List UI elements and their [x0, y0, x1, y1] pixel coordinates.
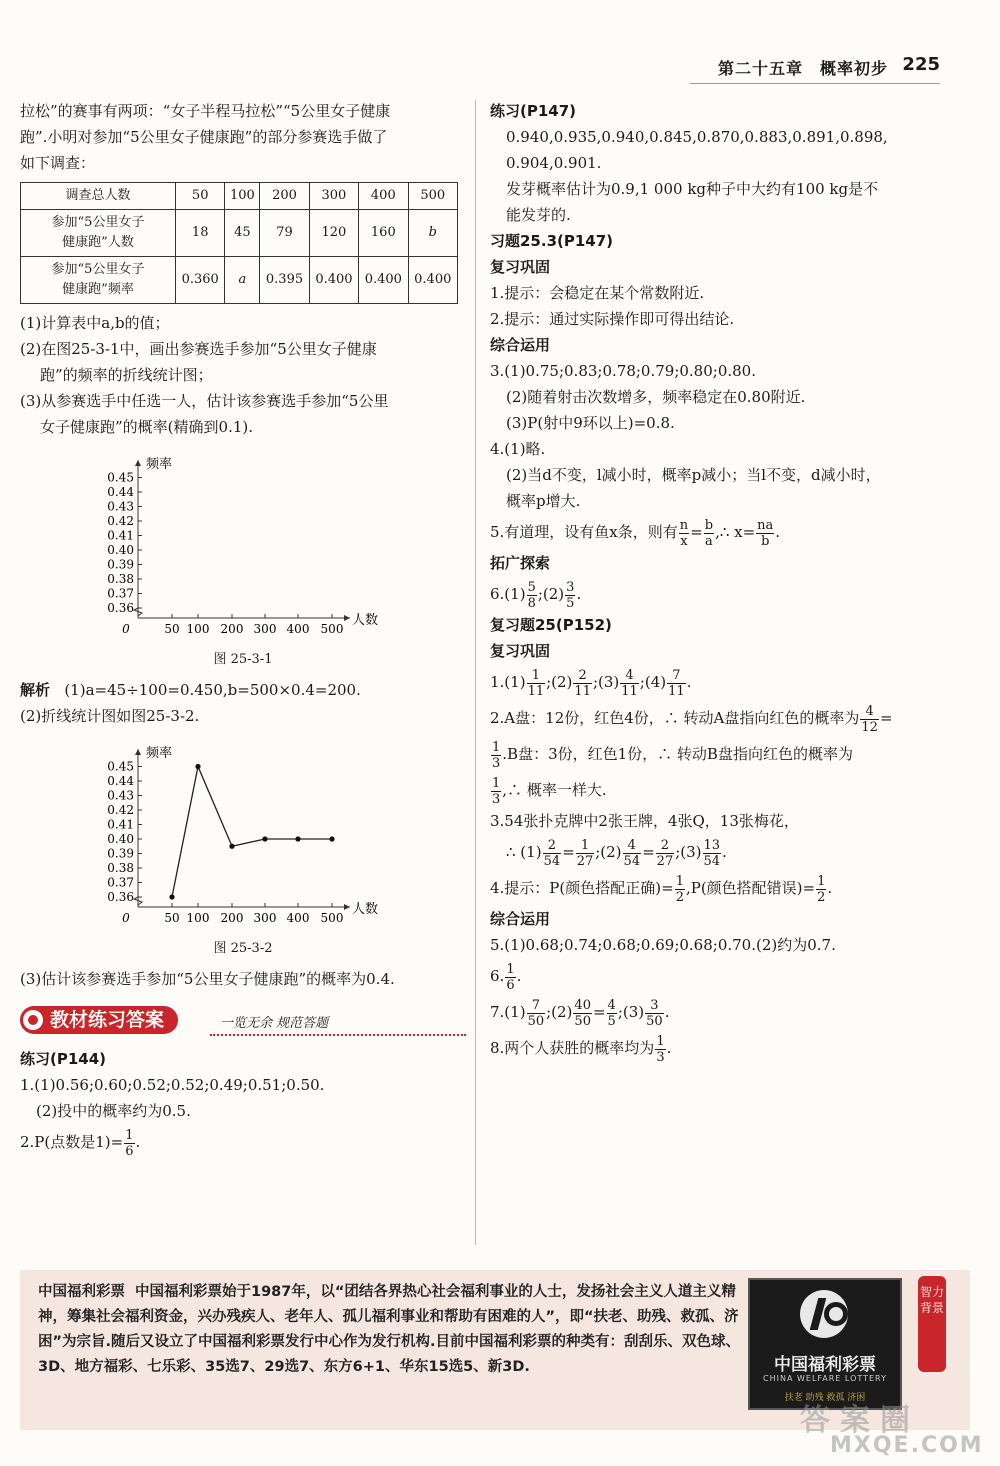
answer-text: .: [516, 967, 522, 985]
table-cell: 79: [260, 210, 309, 257]
numerator: 2: [543, 838, 562, 854]
fraction: [573, 668, 592, 699]
lottery-info-body: 中国福利彩票始于1987年，以“团结各界热心社会福利事业的人士，发扬社会主义人道主义精神，筹集社会福利资金，兴办残疾人、老年人、孤儿福利事业和帮助有困难的人”，即“扶老、助残、救孤、济困”为宗旨.随后又设立了中国福利彩票发行中心作为发行机构.目前中国福利彩票的种类有：刮刮乐、双色球、3D、地方福彩、七乐彩、35选7、29选7、东方6+1、华东15选5、新3D.: [38, 1284, 741, 1375]
fraction: [543, 838, 562, 869]
fraction: [704, 518, 714, 549]
fraction: [527, 998, 546, 1029]
numerator: 4: [860, 704, 879, 720]
answer-text: .B盘：3份，红色1份，∴ 转动B盘指向红色的概率为: [502, 745, 853, 763]
banner-slogan: 一览无余 规范答题: [220, 1016, 329, 1031]
row-header: [21, 210, 176, 257]
answer-line: [490, 700, 940, 736]
answer-text: .: [775, 523, 781, 541]
right-column: [490, 98, 940, 1066]
table-cell: 0.395: [260, 257, 309, 304]
y-tick-label: 0.38: [107, 861, 134, 875]
denominator: 5: [607, 1013, 616, 1029]
answer-line: 概率p增大.: [506, 492, 581, 510]
denominator: 50: [527, 1013, 545, 1029]
row-header: 调查总人数: [21, 183, 176, 210]
answer-text: ;(3): [675, 843, 702, 861]
denominator: 27: [576, 853, 594, 869]
denominator: 50: [646, 1013, 663, 1029]
sub-heading: 复习巩固: [490, 642, 551, 660]
data-point: [262, 836, 267, 841]
question-2-cont: 跑”的频率的折线统计图；: [40, 366, 213, 384]
data-point: [169, 894, 174, 899]
denominator: 11: [574, 683, 591, 699]
fraction: [491, 776, 501, 807]
table-cell: 0.400: [359, 257, 408, 304]
answer-line: 0.940,0.935,0.940,0.845,0.870,0.883,0.891,0.898,: [506, 128, 888, 146]
numerator: 1: [675, 873, 684, 889]
data-point: [229, 844, 234, 849]
denominator: b: [761, 533, 770, 549]
table-cell: 300: [309, 183, 358, 210]
table-row: [21, 183, 458, 210]
exercise-heading: 练习(P147): [490, 102, 577, 120]
question-2: (2)在图25-3-1中，画出参赛选手参加“5公里女子健康: [20, 340, 377, 358]
numerator: 7: [667, 668, 686, 684]
banner-dot-icon: [23, 1010, 43, 1030]
solution-1: [20, 677, 466, 703]
answer-text: 4.提示：P(颜色搭配正确)=: [490, 879, 674, 897]
numerator: 1: [656, 1033, 665, 1049]
answer-line: 1.(1)0.56;0.60;0.52;0.52;0.49;0.51;0.50.: [20, 1076, 325, 1094]
answer-text: =: [690, 523, 703, 541]
fraction: [675, 874, 685, 905]
numerator: 3: [645, 998, 664, 1014]
answer-text: ;(4): [639, 673, 667, 691]
x-axis-arrow-icon: [344, 904, 350, 910]
numerator: 4: [620, 668, 639, 684]
lottery-logo-image: [748, 1278, 902, 1410]
y-tick-label: 0.43: [107, 499, 134, 514]
y-tick-label: 0.41: [107, 817, 134, 832]
fraction: [505, 962, 515, 993]
figure-caption: 图 25-3-1: [213, 652, 273, 667]
denominator: 6: [506, 977, 515, 993]
lottery-logo-icon: [800, 1290, 848, 1338]
y-tick-label: 0.40: [107, 543, 134, 557]
answer-line: 2.提示：通过实际操作即可得出结论.: [490, 310, 735, 328]
answer-line: [490, 772, 940, 808]
numerator: 3: [566, 579, 575, 595]
y-tick-label: 0.45: [107, 759, 134, 774]
fraction: [607, 998, 617, 1029]
denominator: 6: [125, 1143, 134, 1159]
fraction: [756, 518, 774, 549]
fraction: [576, 838, 595, 869]
answer-line: [490, 958, 940, 994]
y-tick-label: 0.43: [107, 788, 134, 803]
x-tick-label: 500: [320, 911, 344, 925]
numerator: b: [704, 517, 714, 533]
exercise-heading: 习题25.3(P147): [490, 232, 614, 250]
answer-text: 6.: [490, 967, 505, 985]
numerator: 1: [506, 961, 515, 977]
data-point: [295, 836, 300, 841]
origin-label: 0: [122, 622, 130, 636]
fraction: [620, 668, 639, 699]
sub-heading: 复习巩固: [490, 258, 551, 276]
x-tick-label: 300: [253, 911, 277, 925]
y-tick-label: 0.42: [107, 803, 134, 817]
answer-line: [490, 834, 940, 870]
table-cell: a: [225, 257, 260, 304]
answer-text: =: [562, 843, 575, 861]
answer-line: [490, 994, 940, 1030]
table-cell: 0.360: [176, 257, 225, 304]
y-tick-label: 0.40: [107, 832, 134, 846]
y-tick-label: 0.39: [107, 846, 134, 861]
table-row: [21, 257, 458, 304]
y-tick-label: 0.42: [107, 514, 134, 528]
answer-text: ,∴ x=: [715, 523, 756, 541]
x-tick-label: 200: [220, 911, 244, 925]
x-tick-label: 100: [186, 911, 210, 925]
intro-line: 跑”.小明对参加“5公里女子健康跑”的部分参赛选手做了: [20, 128, 388, 146]
y-tick-label: 0.44: [107, 774, 134, 788]
answer-text: ;(3): [592, 673, 620, 691]
row-header-line: 健康跑”频率: [62, 282, 134, 297]
chapter-title: 第二十五章 概率初步: [717, 59, 888, 78]
denominator: 54: [543, 853, 561, 869]
answer-line: (2)随着射击次数增多，频率稳定在0.80附近.: [506, 388, 806, 406]
page-number: 225: [902, 54, 940, 75]
fraction: [860, 704, 879, 735]
denominator: 3: [492, 791, 501, 807]
origin-label: 0: [122, 911, 130, 925]
answer-text: ,∴ 概率一样大.: [502, 781, 607, 799]
answer-line: (2)当d不变，l减小时，概率p减小；当l不变，d减小时，: [506, 466, 881, 484]
answer-line: [20, 1124, 466, 1160]
denominator: 11: [527, 683, 545, 699]
watermark-url: MXQE.COM: [830, 1433, 984, 1458]
answer-line: 3.(1)0.75;0.83;0.78;0.79;0.80;0.80.: [490, 362, 756, 380]
answer-text: 2.P(点数是1)=: [20, 1133, 124, 1151]
numerator: 7: [527, 998, 546, 1014]
answer-line: [490, 870, 940, 906]
fraction: [565, 580, 575, 611]
answer-line: 4.(1)略.: [490, 440, 546, 458]
denominator: 54: [623, 853, 641, 869]
y-tick-label: 0.37: [107, 586, 134, 601]
table-cell: 120: [309, 210, 358, 257]
watermark: [760, 1395, 990, 1461]
solution-3: (3)估计该参赛选手参加“5公里女子健康跑”的概率为0.4.: [20, 970, 395, 988]
page-header: [680, 54, 950, 80]
numerator: 13: [703, 837, 721, 853]
answer-text: ;(3): [617, 1003, 645, 1021]
x-tick-label: 500: [320, 622, 344, 636]
question-3-cont: 女子健康跑”的概率(精确到0.1).: [40, 418, 253, 436]
x-tick-label: 400: [286, 911, 310, 925]
answer-text: .: [722, 843, 727, 861]
row-header-line: 健康跑”人数: [62, 235, 134, 250]
question-1: (1)计算表中a,b的值；: [20, 314, 170, 332]
sub-heading: 综合运用: [490, 910, 551, 928]
numerator: 4: [623, 838, 642, 854]
x-tick-label: 50: [164, 911, 180, 925]
denominator: 8: [527, 595, 536, 611]
solution-label: 解析: [20, 681, 51, 699]
numerator: na: [757, 517, 774, 533]
numerator: 1: [576, 838, 595, 854]
denominator: 5: [566, 595, 575, 611]
exercise-heading: 练习(P144): [20, 1050, 107, 1068]
denominator: 50: [574, 1013, 591, 1029]
denominator: 54: [703, 853, 721, 869]
y-tick-label: 0.37: [107, 875, 134, 890]
fraction: [527, 668, 546, 699]
side-tab: 智力背景: [918, 1276, 946, 1372]
numerator: 40: [574, 997, 591, 1013]
numerator: 1: [817, 873, 826, 889]
x-tick-label: 400: [286, 622, 310, 636]
answer-line: [490, 736, 940, 772]
answer-line: [490, 1030, 940, 1066]
fraction: [491, 740, 501, 771]
answer-text: ∴ (1): [506, 843, 542, 861]
denominator: 11: [668, 683, 685, 699]
figure-caption: 图 25-3-2: [213, 941, 273, 956]
answer-line: [490, 664, 940, 700]
solution-1-text: (1)a=45÷100=0.450,b=500×0.4=200.: [64, 681, 361, 699]
data-point: [329, 836, 334, 841]
header-rule: [690, 83, 940, 84]
frequency-line-chart: [80, 735, 380, 935]
denominator: 3: [492, 755, 501, 771]
answer-line: (3)P(射中9环以上)=0.8.: [506, 414, 675, 432]
answer-text: =: [592, 1003, 606, 1021]
fraction: [645, 998, 664, 1029]
numerator: 1: [492, 775, 501, 791]
answer-text: .: [827, 879, 833, 897]
table-cell: 18: [176, 210, 225, 257]
table-cell: 400: [359, 183, 408, 210]
answer-text: =: [879, 709, 893, 727]
answer-text: 7.(1): [490, 1003, 526, 1021]
x-axis-label: 人数: [352, 613, 379, 628]
numerator: 4: [607, 997, 616, 1013]
y-axis-label: 频率: [146, 457, 173, 472]
y-tick-label: 0.39: [107, 557, 134, 572]
exercise-heading: 复习题25(P152): [490, 616, 612, 634]
fraction: [656, 838, 675, 869]
table-cell: 200: [260, 183, 309, 210]
survey-table: [20, 182, 458, 304]
fraction: [667, 668, 686, 699]
answer-text: =: [642, 843, 655, 861]
y-axis-arrow-icon: [135, 460, 141, 466]
denominator: 27: [656, 853, 674, 869]
table-cell: b: [408, 210, 457, 257]
fraction: [573, 998, 592, 1029]
fraction: [679, 518, 689, 549]
lottery-info-text: [38, 1280, 748, 1380]
answer-line: 0.904,0.901.: [506, 154, 602, 172]
denominator: a: [705, 533, 713, 549]
x-tick-label: 100: [186, 622, 210, 636]
answer-text: 1.(1): [490, 673, 526, 691]
numerator: 1: [527, 668, 546, 684]
answer-text: ,P(颜色搭配错误)=: [685, 879, 816, 897]
watermark-text: 答案圈: [800, 1403, 920, 1438]
lottery-logo-tags: 扶老 助残 救孤 济困: [784, 1393, 866, 1403]
answer-line: [490, 514, 940, 550]
fraction: [703, 838, 722, 869]
intro-line: 如下调查：: [20, 154, 96, 172]
numerator: 1: [492, 739, 501, 755]
y-tick-label: 0.45: [107, 470, 134, 485]
section-banner: [20, 1002, 466, 1038]
left-column: [20, 98, 466, 1160]
numerator: 2: [656, 838, 675, 854]
answer-line: 能发芽的.: [506, 206, 571, 224]
row-header: [21, 257, 176, 304]
y-tick-label: 0.36: [107, 601, 134, 615]
answer-text: 5.有道理，设有鱼x条，则有: [490, 523, 678, 541]
y-tick-label: 0.44: [107, 485, 134, 499]
denominator: 3: [656, 1049, 665, 1065]
answer-line: [490, 576, 940, 612]
numerator: 5: [527, 579, 536, 595]
table-cell: 160: [359, 210, 408, 257]
answer-text: .: [576, 585, 582, 603]
x-axis-arrow-icon: [344, 615, 350, 621]
lottery-info-title: 中国福利彩票: [38, 1284, 125, 1300]
answer-line: 1.提示：会稳定在某个常数附近.: [490, 284, 705, 302]
lottery-logo-name: 中国福利彩票: [774, 1355, 876, 1375]
question-3: (3)从参赛选手中任选一人，估计该参赛选手参加“5公里: [20, 392, 389, 410]
answer-text: .: [664, 1003, 670, 1021]
denominator: 2: [675, 889, 684, 905]
y-axis-arrow-icon: [135, 749, 141, 755]
answer-text: ;(2): [546, 1003, 573, 1021]
y-tick-label: 0.36: [107, 890, 134, 904]
banner-title: 教材练习答案: [20, 1006, 178, 1034]
x-tick-label: 200: [220, 622, 244, 636]
numerator: 2: [573, 668, 592, 684]
table-cell: 100: [225, 183, 260, 210]
answer-text: ;(2): [595, 843, 622, 861]
sub-heading: 拓广探索: [490, 554, 551, 572]
lottery-logo-english: CHINA WELFARE LOTTERY: [763, 1374, 887, 1383]
y-tick-label: 0.41: [107, 528, 134, 543]
answer-text: 6.(1): [490, 585, 526, 603]
x-tick-label: 50: [164, 622, 180, 636]
answer-line: 发芽概率估计为0.9,1 000 kg种子中大约有100 kg是不: [506, 180, 879, 198]
answer-text: 8.两个人获胜的概率均为: [490, 1039, 655, 1057]
answer-text: .: [666, 1039, 672, 1057]
denominator: x: [680, 533, 688, 549]
fraction: [655, 1034, 665, 1065]
x-axis-label: 人数: [352, 902, 379, 917]
blank-line-chart: [80, 446, 380, 646]
answer-text: ;(2): [537, 585, 565, 603]
fraction: [527, 580, 537, 611]
y-tick-label: 0.38: [107, 572, 134, 586]
table-cell: 50: [176, 183, 225, 210]
table-cell: 45: [225, 210, 260, 257]
answer-text: .: [135, 1133, 141, 1151]
y-axis-label: 频率: [146, 746, 173, 761]
data-point: [195, 764, 200, 769]
denominator: 2: [817, 889, 826, 905]
series-line: [172, 767, 332, 898]
answer-text: ;(2): [546, 673, 573, 691]
numerator: n: [679, 517, 689, 533]
answer-line: 3.54张扑克牌中2张王牌，4张Q，13张梅花，: [490, 812, 799, 830]
banner-rule: [210, 1034, 466, 1036]
sub-heading: 综合运用: [490, 336, 551, 354]
answer-line: 5.(1)0.68;0.74;0.68;0.69;0.68;0.70.(2)约为0.7.: [490, 936, 836, 954]
column-divider: [475, 100, 476, 1245]
fraction: [623, 838, 642, 869]
solution-2: (2)折线统计图如图25-3-2.: [20, 707, 200, 725]
row-header-line: 参加“5公里女子: [51, 215, 145, 230]
row-header-line: 参加“5公里女子: [51, 262, 145, 277]
intro-line: 拉松”的赛事有两项：“女子半程马拉松”“5公里女子健康: [20, 102, 391, 120]
x-tick-label: 300: [253, 622, 277, 636]
numerator: 1: [125, 1127, 134, 1143]
fraction: [816, 874, 826, 905]
answer-text: .: [686, 673, 692, 691]
answer-text: 2.A盘：12份，红色4份，∴ 转动A盘指向红色的概率为: [490, 709, 860, 727]
table-cell: 500: [408, 183, 457, 210]
denominator: 12: [861, 719, 878, 735]
table-cell: 0.400: [309, 257, 358, 304]
denominator: 11: [621, 683, 638, 699]
answer-line: (2)投中的概率约为0.5.: [36, 1102, 191, 1120]
table-row: [21, 210, 458, 257]
fraction: [124, 1128, 134, 1159]
table-cell: 0.400: [408, 257, 457, 304]
